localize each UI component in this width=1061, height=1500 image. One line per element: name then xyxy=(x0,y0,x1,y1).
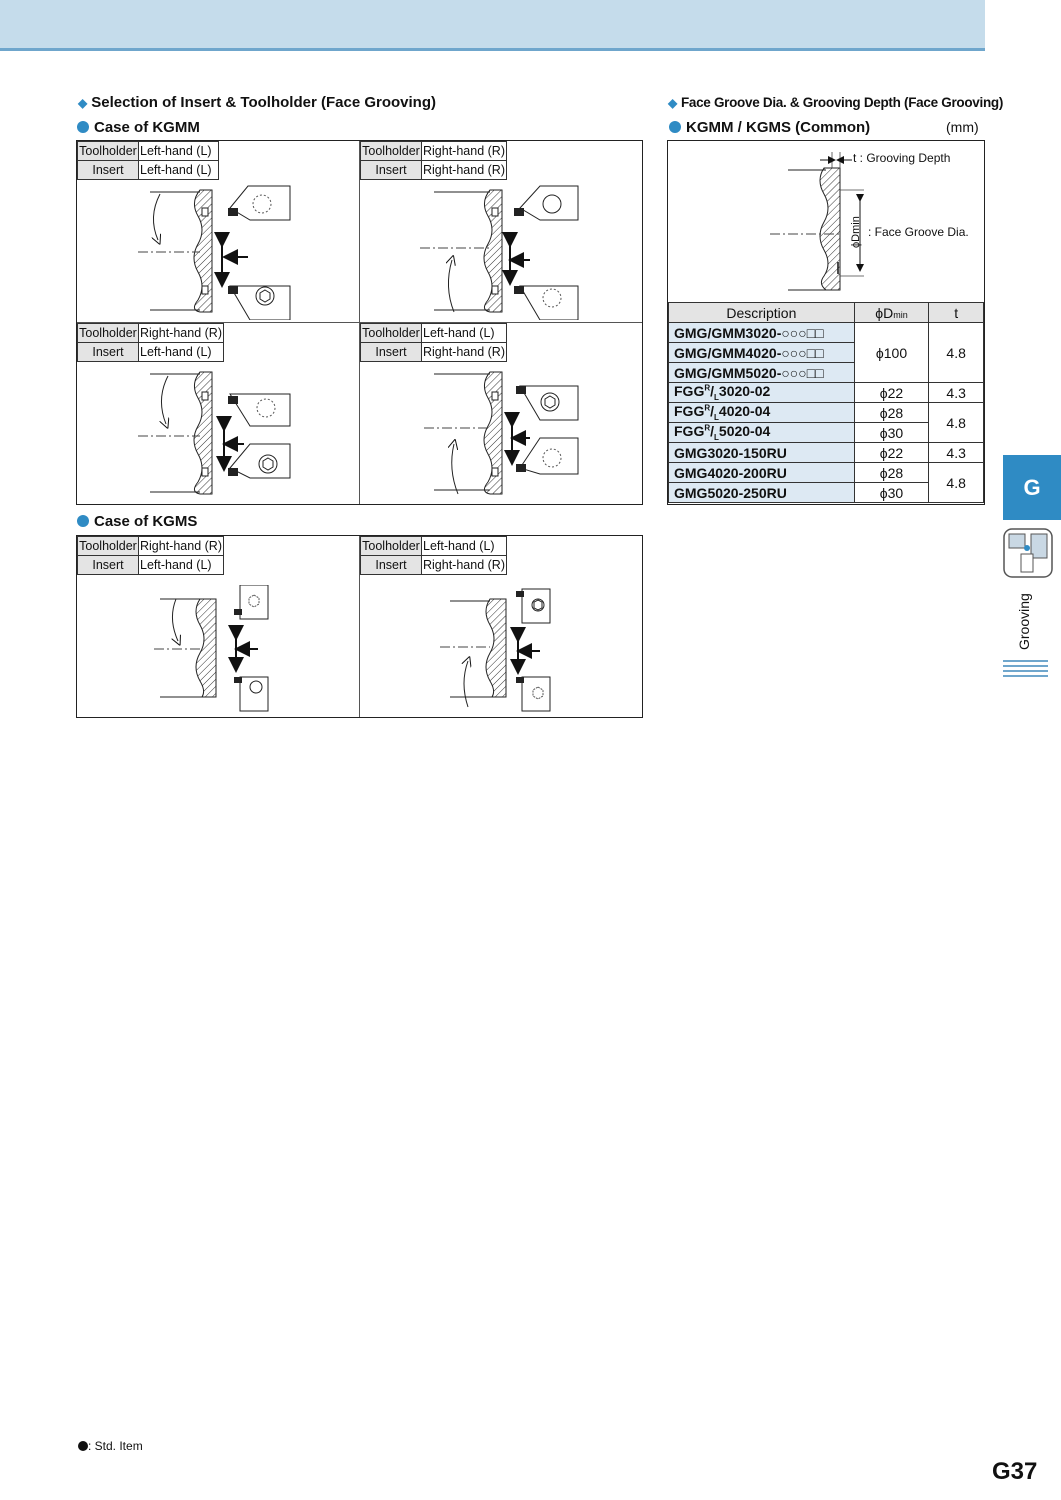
case-label-table: Toolholder Right-hand (R) Insert Left-hand (L) xyxy=(77,323,224,362)
table-row: GMG5020-250RU ϕ30 xyxy=(669,483,984,503)
circle-bullet-icon xyxy=(77,121,89,133)
case-label-table: Toolholder Right-hand (R) Insert Left-hand (L) xyxy=(77,536,224,575)
table-row: $FGG^R/_L5020-04$ ϕ30 xyxy=(669,423,984,443)
grooving-icon xyxy=(1003,528,1053,578)
table-row: GMG4020-200RU ϕ28 4.8 xyxy=(669,463,984,483)
kgms-case2-illustration xyxy=(430,585,570,713)
grooving-depth-label: t : Grooving Depth xyxy=(853,151,951,165)
table-header-row xyxy=(669,303,984,323)
kgms-case1-illustration xyxy=(140,585,280,713)
kgmm-kgms-title: KGMM / KGMS (Common) xyxy=(669,119,870,136)
case-label-table: Toolholder Right-hand (R) Insert Right-hand (R) xyxy=(360,141,507,180)
face-groove-table xyxy=(668,302,984,503)
kgmm-case3-illustration xyxy=(120,364,300,502)
case-label-table: Toolholder Left-hand (L) Insert Right-hand (R) xyxy=(360,323,507,362)
kgms-title: Case of KGMS xyxy=(77,513,197,530)
section-title-face-groove: ◆ Face Groove Dia. & Grooving Depth (Face Grooving) xyxy=(668,95,1004,110)
circle-bullet-icon xyxy=(77,515,89,527)
table-row: GMG/GMM3020-○○○□□ ϕ100 4.8 xyxy=(669,323,984,343)
dmin-symbol: ϕDmin xyxy=(850,216,862,248)
page-number: G37 xyxy=(992,1458,1038,1485)
diamond-bullet-icon: ◆ xyxy=(78,96,88,110)
header-band xyxy=(0,0,985,51)
kgmm-case2-illustration xyxy=(410,182,590,320)
table-row: $FGG^R/_L4020-04$ ϕ28 4.8 xyxy=(669,403,984,423)
table-row: GMG/GMM5020-○○○□□ xyxy=(669,363,984,383)
table-row: $FGG^R/_L3020-02$ ϕ22 4.3 xyxy=(669,383,984,403)
filled-circle-icon xyxy=(78,1441,88,1451)
table-row: GMG3020-150RU ϕ22 4.3 xyxy=(669,443,984,463)
header-t: t xyxy=(929,303,984,323)
face-groove-diagram xyxy=(760,148,980,298)
side-label-grooving: Grooving xyxy=(1016,593,1032,650)
side-stripe xyxy=(1003,665,1048,667)
std-item-legend: : Std. Item xyxy=(78,1439,143,1453)
table-row: GMG/GMM4020-○○○□□ xyxy=(669,343,984,363)
circle-bullet-icon xyxy=(669,121,681,133)
kgmm-case1-illustration xyxy=(120,182,300,320)
kgmm-case4-illustration xyxy=(410,364,590,502)
case-label-table: Toolholder Left-hand (L) Insert Left-hand (L) xyxy=(77,141,219,180)
diamond-bullet-icon: ◆ xyxy=(668,96,677,110)
side-stripe xyxy=(1003,670,1048,672)
side-tab-g[interactable]: G xyxy=(1003,455,1061,520)
kgmm-title: Case of KGMM xyxy=(77,119,200,136)
side-stripe xyxy=(1003,675,1048,677)
header-dmin: ϕDmin xyxy=(854,303,929,323)
case-label-table: Toolholder Left-hand (L) Insert Right-hand (R) xyxy=(360,536,507,575)
face-groove-dia-label: : Face Groove Dia. xyxy=(868,225,969,239)
section-title-selection: ◆ Selection of Insert & Toolholder (Face Grooving) xyxy=(78,94,436,111)
side-stripe xyxy=(1003,660,1048,662)
header-description: Description xyxy=(669,303,855,323)
unit-label: (mm) xyxy=(946,119,979,135)
